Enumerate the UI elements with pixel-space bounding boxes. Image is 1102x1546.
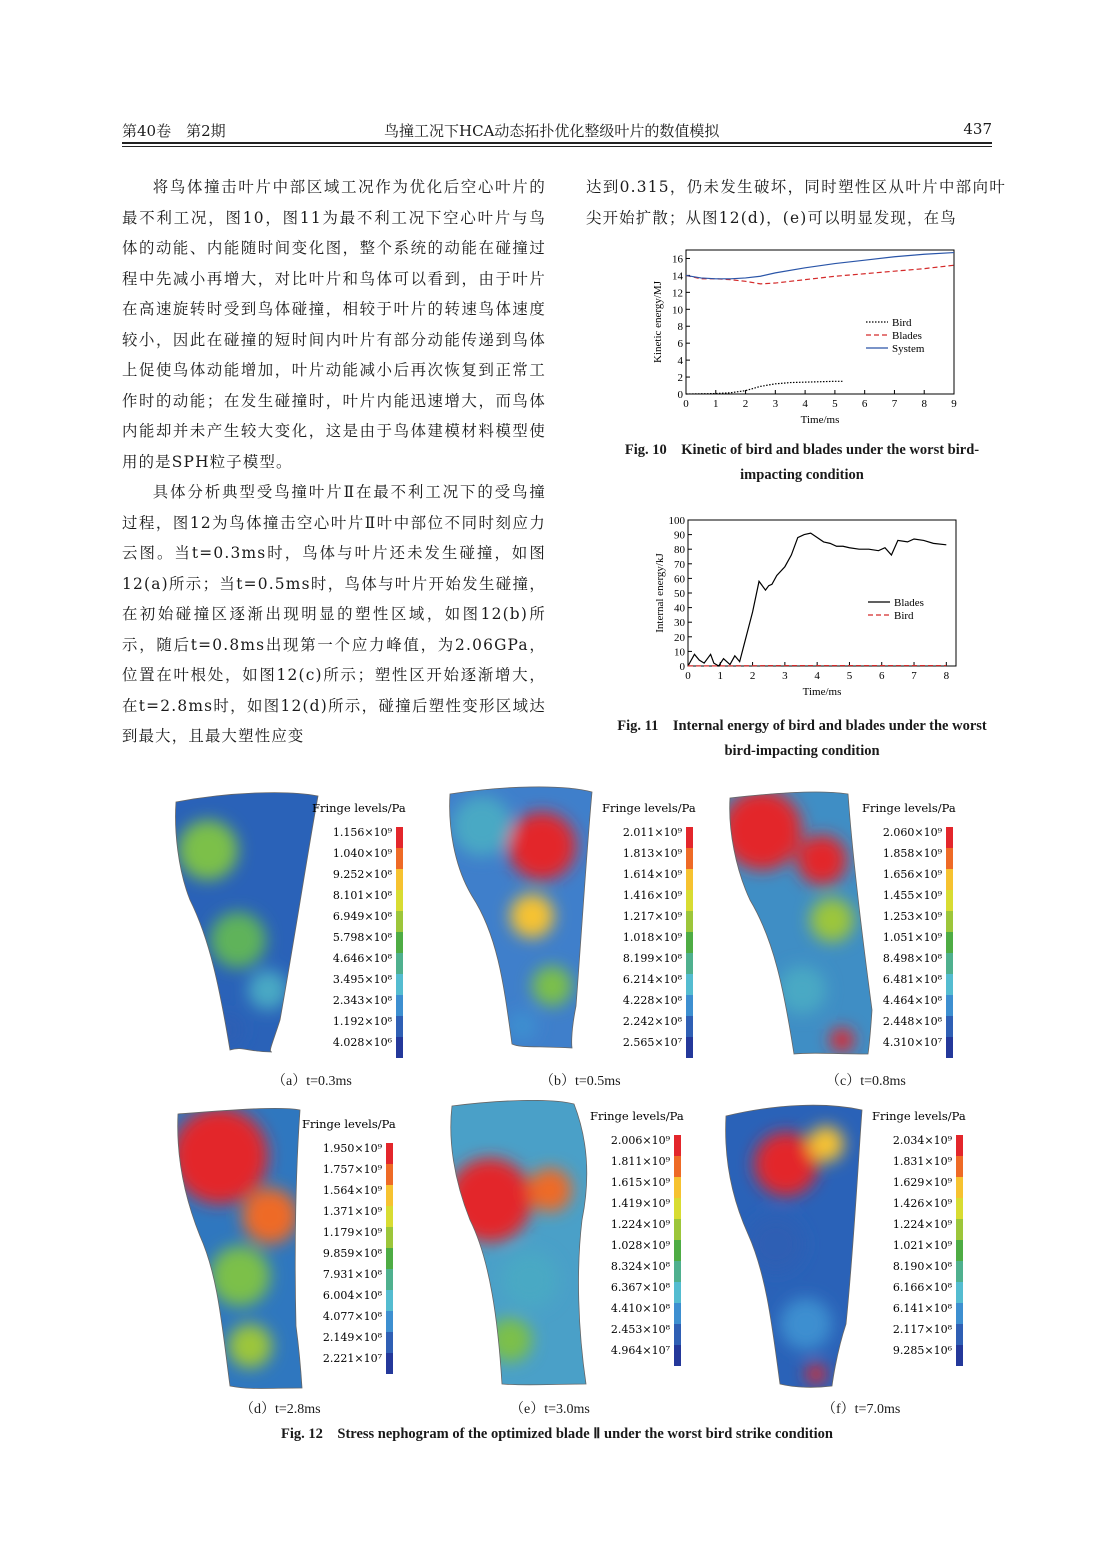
colorbar-segment: [674, 1198, 681, 1219]
fringe-level-label: 1.426×10⁹: [892, 1197, 952, 1210]
stress-region: [797, 835, 847, 885]
colorbar-segment: [674, 1135, 681, 1156]
fringe-legend: [862, 802, 1012, 1062]
fringe-level-label: 2.011×10⁹: [622, 826, 682, 839]
legend-label: Blades: [894, 597, 924, 609]
fringe-level-label: 2.221×10⁷: [322, 1352, 382, 1365]
y-tick-label: 14: [672, 270, 683, 283]
right-column: [586, 172, 1006, 233]
colorbar-segment: [674, 1303, 681, 1324]
fringe-level-label: 1.179×10⁹: [322, 1226, 382, 1239]
colorbar-segment: [956, 1198, 963, 1219]
plot-frame: [686, 250, 954, 394]
colorbar-segment: [396, 1016, 403, 1037]
stress-region: [488, 1318, 532, 1362]
fringe-level-label: 3.495×10⁸: [332, 973, 392, 986]
stress-region: [510, 894, 554, 938]
x-tick-label: 3: [782, 670, 788, 682]
x-tick-label: 3: [772, 398, 779, 410]
stress-region: [806, 1364, 826, 1384]
paragraph: 达到0.315，仍未发生破坏，同时塑性区从叶片中部向叶尖开始扩散；从图12(d)，(e)可以明显发现，在鸟: [586, 178, 1006, 227]
colorbar-segment: [956, 1261, 963, 1282]
x-tick-label: 1: [717, 670, 724, 682]
stress-region: [248, 970, 288, 1010]
colorbar-segment: [674, 1156, 681, 1177]
fringe-level-label: 2.117×10⁸: [892, 1323, 952, 1336]
fringe-level-label: 1.051×10⁹: [882, 931, 942, 944]
colorbar-segment: [386, 1206, 393, 1227]
blade-fill: [442, 786, 607, 1076]
colorbar-segment: [686, 890, 693, 911]
fringe-level-label: 2.565×10⁷: [622, 1036, 682, 1049]
fringe-level-label: 9.285×10⁶: [892, 1344, 952, 1357]
running-title: 鸟撞工况下HCA动态拓扑优化整级叶片的数值模拟: [384, 122, 720, 140]
subfigure-label: （d）t=2.8ms: [240, 1402, 321, 1417]
fringe-level-label: 8.190×10⁸: [892, 1260, 952, 1273]
colorbar-segment: [686, 1037, 693, 1058]
x-axis-label: Time/ms: [800, 414, 840, 426]
fig12-caption: Fig. 12 Stress nephogram of the optimized blade Ⅱ under the worst bird strike condition: [281, 1426, 833, 1442]
colorbar-segment: [674, 1324, 681, 1345]
fringe-level-label: 1.858×10⁹: [882, 847, 942, 860]
colorbar-segment: [396, 953, 403, 974]
left-column: [122, 172, 546, 752]
x-tick-label: 9: [951, 398, 957, 410]
colorbar-segment: [386, 1332, 393, 1353]
y-tick-label: 20: [674, 631, 685, 644]
fig11-caption-line: Fig. 11 Internal energy of bird and blades under the worst: [617, 718, 987, 734]
fringe-level-label: 1.224×10⁹: [892, 1218, 952, 1231]
subfigure-label: （b）t=0.5ms: [540, 1074, 621, 1089]
stress-region: [528, 1168, 572, 1212]
fringe-level-label: 2.006×10⁹: [610, 1134, 670, 1147]
header-rule-thin: [122, 146, 992, 147]
y-tick-label: 80: [674, 544, 685, 557]
fig10-caption: [586, 438, 1018, 488]
fringe-level-label: 1.040×10⁹: [332, 847, 392, 860]
colorbar-segment: [956, 1219, 963, 1240]
colorbar-segment: [946, 890, 953, 911]
y-tick-label: 8: [677, 321, 683, 334]
stress-region: [778, 966, 826, 1014]
fringe-level-label: 6.367×10⁸: [610, 1281, 670, 1294]
y-tick-label: 16: [672, 253, 683, 266]
kinetic-energy-chart: [640, 244, 970, 440]
colorbar-segment: [386, 1185, 393, 1206]
y-tick-label: 50: [674, 588, 685, 600]
fringe-title: Fringe levels/Pa: [872, 1110, 966, 1123]
blade-fill: [168, 790, 333, 1080]
colorbar-segment: [396, 890, 403, 911]
stress-region: [748, 1216, 804, 1272]
fringe-level-label: 1.757×10⁹: [322, 1163, 382, 1176]
fringe-level-label: 4.964×10⁷: [610, 1344, 670, 1357]
fringe-level-label: 4.646×10⁸: [332, 952, 392, 965]
y-tick-label: 60: [674, 573, 685, 586]
fringe-level-label: 2.060×10⁹: [882, 826, 942, 839]
series-line-bird: [686, 381, 844, 394]
blade-stress-contour: [716, 1104, 881, 1394]
stress-region: [830, 1028, 854, 1052]
colorbar-segment: [396, 1037, 403, 1058]
stress-region: [532, 966, 572, 1006]
fringe-level-label: 2.448×10⁸: [882, 1015, 942, 1028]
fringe-level-label: 1.224×10⁹: [610, 1218, 670, 1231]
x-tick-label: 5: [832, 398, 838, 410]
fig10-caption-line: Fig. 10 Kinetic of bird and blades under the worst bird-: [624, 442, 980, 458]
fringe-level-label: 9.252×10⁸: [332, 868, 392, 881]
stress-region: [810, 898, 854, 942]
colorbar-segment: [946, 1016, 953, 1037]
x-tick-label: 2: [742, 398, 749, 410]
fringe-level-label: 2.242×10⁸: [622, 1015, 682, 1028]
series-line-system: [686, 253, 954, 279]
y-tick-label: 90: [674, 529, 685, 542]
fringe-level-label: 2.453×10⁸: [610, 1323, 670, 1336]
fringe-level-label: 9.859×10⁸: [322, 1247, 382, 1260]
stress-region: [780, 1298, 832, 1350]
colorbar-segment: [956, 1240, 963, 1261]
internal-energy-chart-svg: [640, 514, 970, 710]
fringe-level-label: 4.228×10⁸: [622, 994, 682, 1007]
fringe-level-label: 1.419×10⁹: [610, 1197, 670, 1210]
fringe-title: Fringe levels/Pa: [590, 1110, 684, 1123]
colorbar-segment: [946, 953, 953, 974]
x-tick-label: 5: [846, 670, 853, 682]
x-tick-label: 7: [891, 398, 898, 410]
stress-region: [507, 1011, 537, 1041]
colorbar-segment: [946, 995, 953, 1016]
colorbar-segment: [956, 1303, 963, 1324]
journal-volume: 第40卷 第2期: [122, 122, 226, 140]
colorbar-segment: [396, 827, 403, 848]
stress-region: [210, 1246, 270, 1306]
y-tick-label: 4: [677, 355, 683, 368]
fringe-level-label: 1.371×10⁹: [322, 1205, 382, 1218]
colorbar-segment: [686, 932, 693, 953]
legend-label: Bird: [892, 317, 912, 329]
blade-stress-contour: [442, 786, 607, 1076]
stress-region: [178, 820, 238, 880]
colorbar-segment: [956, 1282, 963, 1303]
colorbar-segment: [386, 1143, 393, 1164]
kinetic-energy-chart-svg: [640, 244, 970, 440]
stress-region: [210, 912, 266, 968]
subfigure-label: （f）t=7.0ms: [822, 1402, 901, 1417]
fig11-caption-line: bird-impacting condition: [724, 743, 880, 759]
subfigure-label: （a）t=0.3ms: [272, 1074, 352, 1089]
fringe-level-label: 5.798×10⁸: [332, 931, 392, 944]
blade-fill: [716, 1104, 881, 1394]
fringe-title: Fringe levels/Pa: [312, 802, 406, 815]
stress-region: [242, 1188, 298, 1244]
y-tick-label: 2: [677, 372, 683, 385]
colorbar-segment: [956, 1345, 963, 1366]
colorbar-segment: [686, 848, 693, 869]
fringe-level-label: 1.564×10⁹: [322, 1184, 382, 1197]
colorbar-segment: [396, 995, 403, 1016]
colorbar-segment: [396, 911, 403, 932]
blade-fill: [440, 1100, 605, 1390]
y-tick-label: 70: [674, 558, 685, 571]
fringe-level-label: 4.410×10⁸: [610, 1302, 670, 1315]
y-tick-label: 10: [674, 646, 685, 659]
stress-region: [172, 1108, 268, 1204]
colorbar-segment: [386, 1269, 393, 1290]
colorbar-segment: [674, 1240, 681, 1261]
y-tick-label: 30: [674, 617, 685, 630]
fringe-title: Fringe levels/Pa: [602, 802, 696, 815]
fringe-title: Fringe levels/Pa: [302, 1118, 396, 1131]
fringe-title: Fringe levels/Pa: [862, 802, 956, 815]
colorbar-segment: [674, 1282, 681, 1303]
stress-region: [448, 1158, 532, 1242]
fringe-level-label: 1.217×10⁹: [622, 910, 682, 923]
fringe-level-label: 6.481×10⁸: [882, 973, 942, 986]
stress-region: [228, 1324, 272, 1368]
colorbar-segment: [386, 1227, 393, 1248]
stress-region: [452, 796, 512, 856]
fringe-level-label: 2.034×10⁹: [892, 1134, 952, 1147]
colorbar-segment: [396, 848, 403, 869]
colorbar-segment: [956, 1177, 963, 1198]
colorbar-segment: [386, 1311, 393, 1332]
x-tick-label: 0: [683, 398, 689, 410]
colorbar-segment: [396, 932, 403, 953]
colorbar-segment: [396, 974, 403, 995]
fringe-level-label: 2.343×10⁸: [332, 994, 392, 1007]
colorbar-segment: [946, 848, 953, 869]
colorbar-segment: [946, 974, 953, 995]
fringe-level-label: 1.021×10⁹: [892, 1239, 952, 1252]
fringe-level-label: 6.141×10⁸: [892, 1302, 952, 1315]
colorbar-segment: [946, 911, 953, 932]
fringe-level-label: 1.656×10⁹: [882, 868, 942, 881]
fringe-level-label: 8.199×10⁸: [622, 952, 682, 965]
fringe-level-label: 2.149×10⁸: [322, 1331, 382, 1344]
y-tick-label: 0: [677, 389, 683, 401]
fringe-level-label: 6.949×10⁸: [332, 910, 392, 923]
colorbar-segment: [674, 1219, 681, 1240]
y-tick-label: 0: [679, 661, 685, 673]
fringe-level-label: 1.950×10⁹: [322, 1142, 382, 1155]
fringe-level-label: 1.811×10⁹: [610, 1155, 670, 1168]
x-tick-label: 2: [749, 670, 756, 682]
fringe-level-label: 1.416×10⁹: [622, 889, 682, 902]
fringe-level-label: 8.101×10⁸: [332, 889, 392, 902]
fringe-level-label: 1.614×10⁹: [622, 868, 682, 881]
stress-region: [808, 1126, 844, 1162]
paragraph: 具体分析典型受鸟撞叶片Ⅱ在最不利工况下的受鸟撞过程，图12为鸟体撞击空心叶片Ⅱ叶中部位不同时刻应力云图。当t=0.3ms时，鸟体与叶片还未发生碰撞，如图12(a)所示；当t=0.5ms时，鸟体与叶片开始发生碰撞，在初始碰撞区逐渐出现明显的塑性区域，如图12(b)所示，随后t=0.8ms出现第一个应力峰值，为2.06GPa，位置在叶根处，如图12(c)所示；塑性区开始逐渐增大，在t=2.8ms时，如图12(d)所示，碰撞后塑性变形区域达到最大，且最大塑性应变: [122, 483, 546, 745]
colorbar-segment: [686, 974, 693, 995]
colorbar-segment: [686, 869, 693, 890]
colorbar-segment: [686, 911, 693, 932]
y-tick-label: 40: [674, 602, 685, 615]
fringe-legend: [302, 1118, 452, 1378]
y-tick-label: 10: [672, 304, 683, 317]
fringe-level-label: 1.455×10⁹: [882, 889, 942, 902]
colorbar-segment: [686, 827, 693, 848]
colorbar-segment: [946, 932, 953, 953]
x-tick-label: 6: [878, 670, 885, 682]
y-tick-label: 12: [672, 287, 683, 300]
stress-region: [508, 812, 576, 880]
fringe-level-label: 1.156×10⁹: [332, 826, 392, 839]
fringe-level-label: 1.615×10⁹: [610, 1176, 670, 1189]
colorbar-segment: [674, 1345, 681, 1366]
fringe-legend: [872, 1110, 1022, 1370]
fringe-level-label: 6.214×10⁸: [622, 973, 682, 986]
colorbar-segment: [956, 1324, 963, 1345]
legend-label: System: [892, 343, 925, 355]
colorbar-segment: [946, 827, 953, 848]
x-tick-label: 4: [802, 398, 808, 410]
colorbar-segment: [946, 1037, 953, 1058]
fringe-legend: [312, 802, 462, 1062]
colorbar-segment: [386, 1248, 393, 1269]
fringe-level-label: 1.629×10⁹: [892, 1176, 952, 1189]
y-tick-label: 100: [668, 515, 685, 527]
page-number: 437: [963, 120, 992, 138]
header-rule-thick: [122, 142, 992, 144]
fig10-caption-line: impacting condition: [740, 467, 864, 483]
stress-region: [502, 1252, 558, 1308]
x-axis-label: Time/ms: [802, 686, 842, 698]
fringe-level-label: 7.931×10⁸: [322, 1268, 382, 1281]
fringe-level-label: 1.028×10⁹: [610, 1239, 670, 1252]
fringe-level-label: 8.324×10⁸: [610, 1260, 670, 1273]
x-tick-label: 8: [921, 398, 927, 410]
fringe-level-label: 1.813×10⁹: [622, 847, 682, 860]
fringe-level-label: 6.166×10⁸: [892, 1281, 952, 1294]
fringe-level-label: 4.310×10⁷: [882, 1036, 942, 1049]
y-axis-label: Internal energy/kJ: [654, 553, 666, 633]
colorbar-segment: [946, 869, 953, 890]
colorbar-segment: [386, 1353, 393, 1374]
x-tick-label: 6: [861, 398, 868, 410]
subfigure-label: （e）t=3.0ms: [510, 1402, 590, 1417]
fringe-level-label: 4.028×10⁶: [332, 1036, 392, 1049]
x-tick-label: 7: [911, 670, 917, 682]
y-axis-label: Kinetic energy/MJ: [652, 281, 664, 363]
colorbar-segment: [386, 1164, 393, 1185]
x-tick-label: 0: [685, 670, 691, 682]
colorbar-segment: [686, 953, 693, 974]
fringe-level-label: 1.831×10⁹: [892, 1155, 952, 1168]
colorbar-segment: [686, 995, 693, 1016]
fringe-level-label: 8.498×10⁸: [882, 952, 942, 965]
stress-region: [722, 790, 802, 870]
legend-label: Blades: [892, 330, 922, 342]
fringe-level-label: 4.464×10⁸: [882, 994, 942, 1007]
x-tick-label: 1: [713, 398, 719, 410]
subfigure-label: （c）t=0.8ms: [826, 1074, 906, 1089]
colorbar-segment: [386, 1290, 393, 1311]
internal-energy-chart: [640, 514, 970, 710]
colorbar-segment: [956, 1156, 963, 1177]
fig11-caption: [586, 714, 1018, 764]
fringe-level-label: 4.077×10⁸: [322, 1310, 382, 1323]
y-tick-label: 6: [677, 338, 683, 351]
colorbar-segment: [396, 869, 403, 890]
plot-frame: [688, 520, 956, 666]
fringe-level-label: 1.018×10⁹: [622, 931, 682, 944]
colorbar-segment: [956, 1135, 963, 1156]
fringe-level-label: 1.192×10⁸: [332, 1015, 392, 1028]
blade-stress-contour: [168, 790, 333, 1080]
paragraph: 将鸟体撞击叶片中部区域工况作为优化后空心叶片的最不利工况，图10，图11为最不利工况下空心叶片与鸟体的动能、内能随时间变化图，整个系统的动能在碰撞过程中先减小再增大，对比叶片和鸟体可以看到，由于叶片在高速旋转时受到鸟体碰撞，相较于叶片的转速鸟体速度较小，因此在碰撞的短时间内叶片有部分动能传递到鸟体上促使鸟体动能增加，叶片动能减小后再次恢复到正常工作时的动能；在发生碰撞时，叶片内能迅速增大，而鸟体内能却并未产生较大变化，这是由于鸟体建模材料模型使用的是SPH粒子模型。: [122, 178, 546, 471]
colorbar-segment: [686, 1016, 693, 1037]
x-tick-label: 4: [814, 670, 820, 682]
fringe-level-label: 6.004×10⁸: [322, 1289, 382, 1302]
legend-label: Bird: [894, 610, 914, 622]
colorbar-segment: [674, 1177, 681, 1198]
blade-stress-contour: [440, 1100, 605, 1390]
series-line-blades: [686, 265, 954, 284]
fringe-level-label: 1.253×10⁹: [882, 910, 942, 923]
x-tick-label: 8: [943, 670, 950, 682]
colorbar-segment: [674, 1261, 681, 1282]
